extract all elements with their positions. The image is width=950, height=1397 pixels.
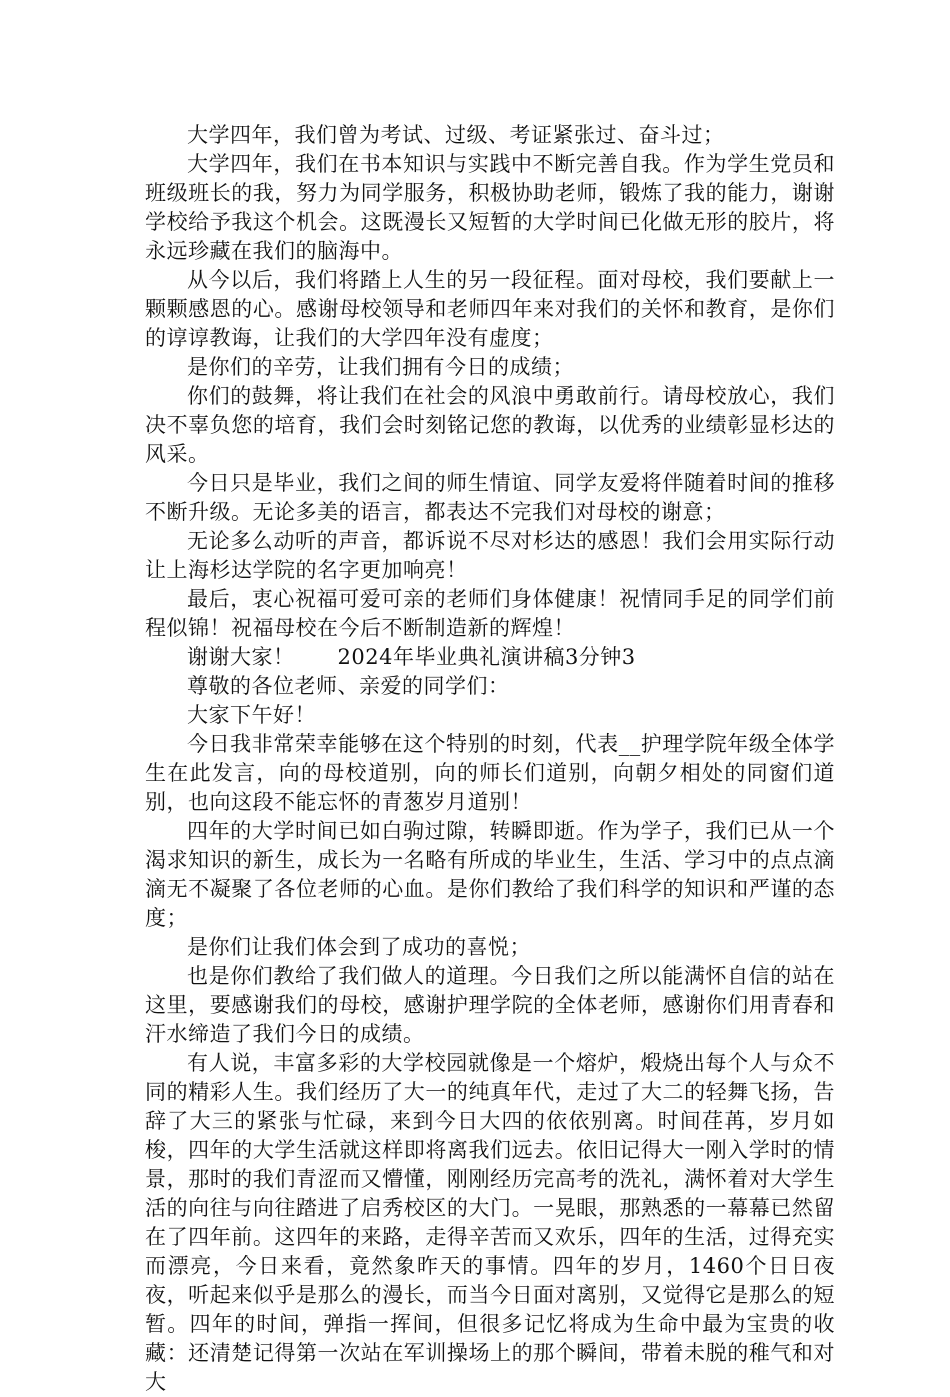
paragraph: 今日我非常荣幸能够在这个特别的时刻，代表__护理学院年级全体学生在此发言，向的母校道别，向的师长们道别，向朝夕相处的同窗们道别，也向这段不能忘怀的青葱岁月道别！ bbox=[145, 732, 835, 814]
paragraph: 四年的大学时间已如白驹过隙，转瞬即逝。作为学子，我们已从一个渴求知识的新生，成长为一名略有所成的毕业生，生活、学习中的点点滴滴无不凝聚了各位老师的心血。是你们教给了我们科学的知识和严谨的态度； bbox=[145, 819, 835, 930]
paragraph: 大学四年，我们在书本知识与实践中不断完善自我。作为学生党员和班级班长的我，努力为同学服务，积极协助老师，锻炼了我的能力，谢谢学校给予我这个机会。这既漫长又短暂的大学时间已化做无形的胶片，将永远珍藏在我们的脑海中。 bbox=[145, 152, 835, 263]
paragraph: 从今以后，我们将踏上人生的另一段征程。面对母校，我们要献上一颗颗感恩的心。感谢母校领导和老师四年来对我们的关怀和教育，是你们的谆谆教诲，让我们的大学四年没有虚度； bbox=[145, 268, 835, 350]
paragraph: 大家下午好！ bbox=[187, 703, 316, 727]
paragraph: 有人说，丰富多彩的大学校园就像是一个熔炉，煅烧出每个人与众不同的精彩人生。我们经历了大一的纯真年代，走过了大二的轻舞飞扬，告辞了大三的紧张与忙碌，来到今日大四的依依别离。时间荏苒，岁月如梭，四年的大学生活就这样即将离我们远去。依旧记得大一刚入学时的情景，那时的我们青涩而又懵懂，刚刚经历完高考的洗礼，满怀着对大学生活的向往与向往踏进了启秀校区的大门。一晃眼，那熟悉的一幕幕已然留在了四年前。这四年的来路，走得辛苦而又欢乐，四年的生活，过得充实而漂亮，今日来看，竟然象昨天的事情。四年的岁月，1460个日日夜夜，听起来似乎是那么的漫长，而当今日面对离别，又觉得它是那么的短暂。四年的时间，弹指一挥间，但很多记忆将成为生命中最为宝贵的收藏：还清楚记得第一次站在军训操场上的那个瞬间，带着未脱的稚气和对大 bbox=[145, 1051, 835, 1394]
document-body bbox=[145, 121, 835, 1397]
paragraph: 你们的鼓舞，将让我们在社会的风浪中勇敢前行。请母校放心，我们决不辜负您的培育，我们会时刻铭记您的教诲，以优秀的业绩彰显杉达的风采。 bbox=[145, 384, 835, 466]
paragraph: 是你们的辛劳，让我们拥有今日的成绩； bbox=[187, 355, 574, 379]
paragraph: 也是你们教给了我们做人的道理。今日我们之所以能满怀自信的站在这里，要感谢我们的母校，感谢护理学院的全体老师，感谢你们用青春和汗水缔造了我们今日的成绩。 bbox=[145, 964, 835, 1046]
paragraph: 无论多么动听的声音，都诉说不尽对杉达的感恩！我们会用实际行动让上海杉达学院的名字更加响亮！ bbox=[145, 529, 835, 582]
paragraph: 尊敬的各位老师、亲爱的同学们： bbox=[187, 674, 510, 698]
paragraph: 大学四年，我们曾为考试、过级、考证紧张过、奋斗过； bbox=[187, 123, 725, 147]
paragraph: 谢谢大家！ 2024年毕业典礼演讲稿3分钟3 bbox=[187, 645, 636, 669]
paragraph: 今日只是毕业，我们之间的师生情谊、同学友爱将伴随着时间的推移不断升级。无论多美的语言，都表达不完我们对母校的谢意； bbox=[145, 471, 835, 524]
paragraph: 最后，衷心祝福可爱可亲的老师们身体健康！祝情同手足的同学们前程似锦！祝福母校在今后不断制造新的辉煌！ bbox=[145, 587, 835, 640]
paragraph: 是你们让我们体会到了成功的喜悦； bbox=[187, 935, 531, 959]
